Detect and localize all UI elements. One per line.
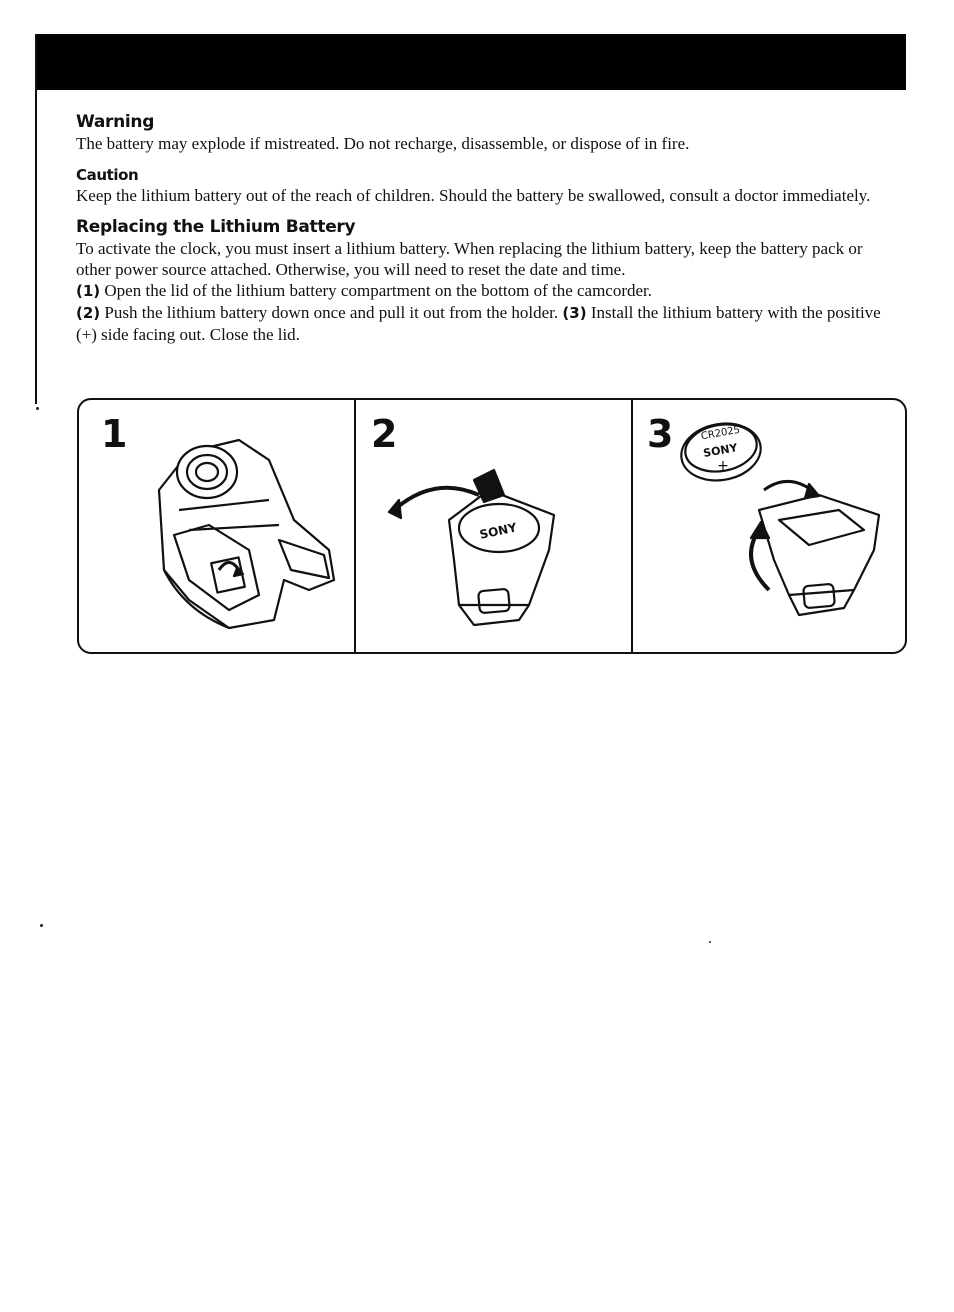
margin-mark bbox=[709, 941, 711, 943]
battery-install-illustration bbox=[679, 410, 899, 645]
step-3-number: (3) bbox=[562, 304, 587, 322]
header-bar bbox=[36, 34, 906, 90]
camcorder-illustration bbox=[119, 430, 349, 640]
margin-mark bbox=[36, 407, 39, 410]
panel-divider bbox=[631, 400, 633, 652]
panel-divider bbox=[354, 400, 356, 652]
step-2-text: Push the lithium battery down once and pull it out from the holder. bbox=[100, 303, 563, 322]
replacing-intro: To activate the clock, you must insert a lithium battery. When replacing the lithium battery, keep the battery pack or other power source attached. Otherwise, you will need to reset the date and time. bbox=[76, 239, 863, 279]
step-3-text: Install the lithium battery with the positive (+) side facing out. Close the lid. bbox=[76, 303, 881, 344]
illustration-box bbox=[77, 398, 907, 654]
margin-mark bbox=[40, 924, 43, 927]
document-body bbox=[76, 111, 896, 345]
step-1 bbox=[76, 280, 896, 302]
caution-heading: Caution bbox=[76, 166, 139, 184]
step-2-number: (2) bbox=[76, 304, 101, 322]
warning-heading: Warning bbox=[76, 112, 155, 132]
replacing-heading: Replacing the Lithium Battery bbox=[76, 217, 356, 237]
panel-1-number: 1 bbox=[101, 412, 128, 456]
panel-3-number: 3 bbox=[647, 412, 674, 456]
battery-removal-illustration bbox=[379, 440, 629, 640]
battery-brand-label: SONY bbox=[478, 520, 519, 542]
battery-brand-label: SONY bbox=[702, 441, 739, 460]
step-1-number: (1) bbox=[76, 282, 101, 300]
left-margin-rule bbox=[35, 34, 37, 404]
panel-2-number: 2 bbox=[371, 412, 398, 456]
battery-model-label: CR2025 bbox=[700, 424, 741, 443]
warning-text: The battery may explode if mistreated. Do not recharge, disassemble, or dispose of in fire. bbox=[76, 134, 690, 153]
caution-text: Keep the lithium battery out of the reach of children. Should the battery be swallowed, consult a doctor immediately. bbox=[76, 186, 871, 205]
step-1-text: Open the lid of the lithium battery compartment on the bottom of the camcorder. bbox=[100, 281, 653, 300]
step-2-3 bbox=[76, 302, 896, 345]
battery-polarity-label: + bbox=[717, 458, 729, 474]
